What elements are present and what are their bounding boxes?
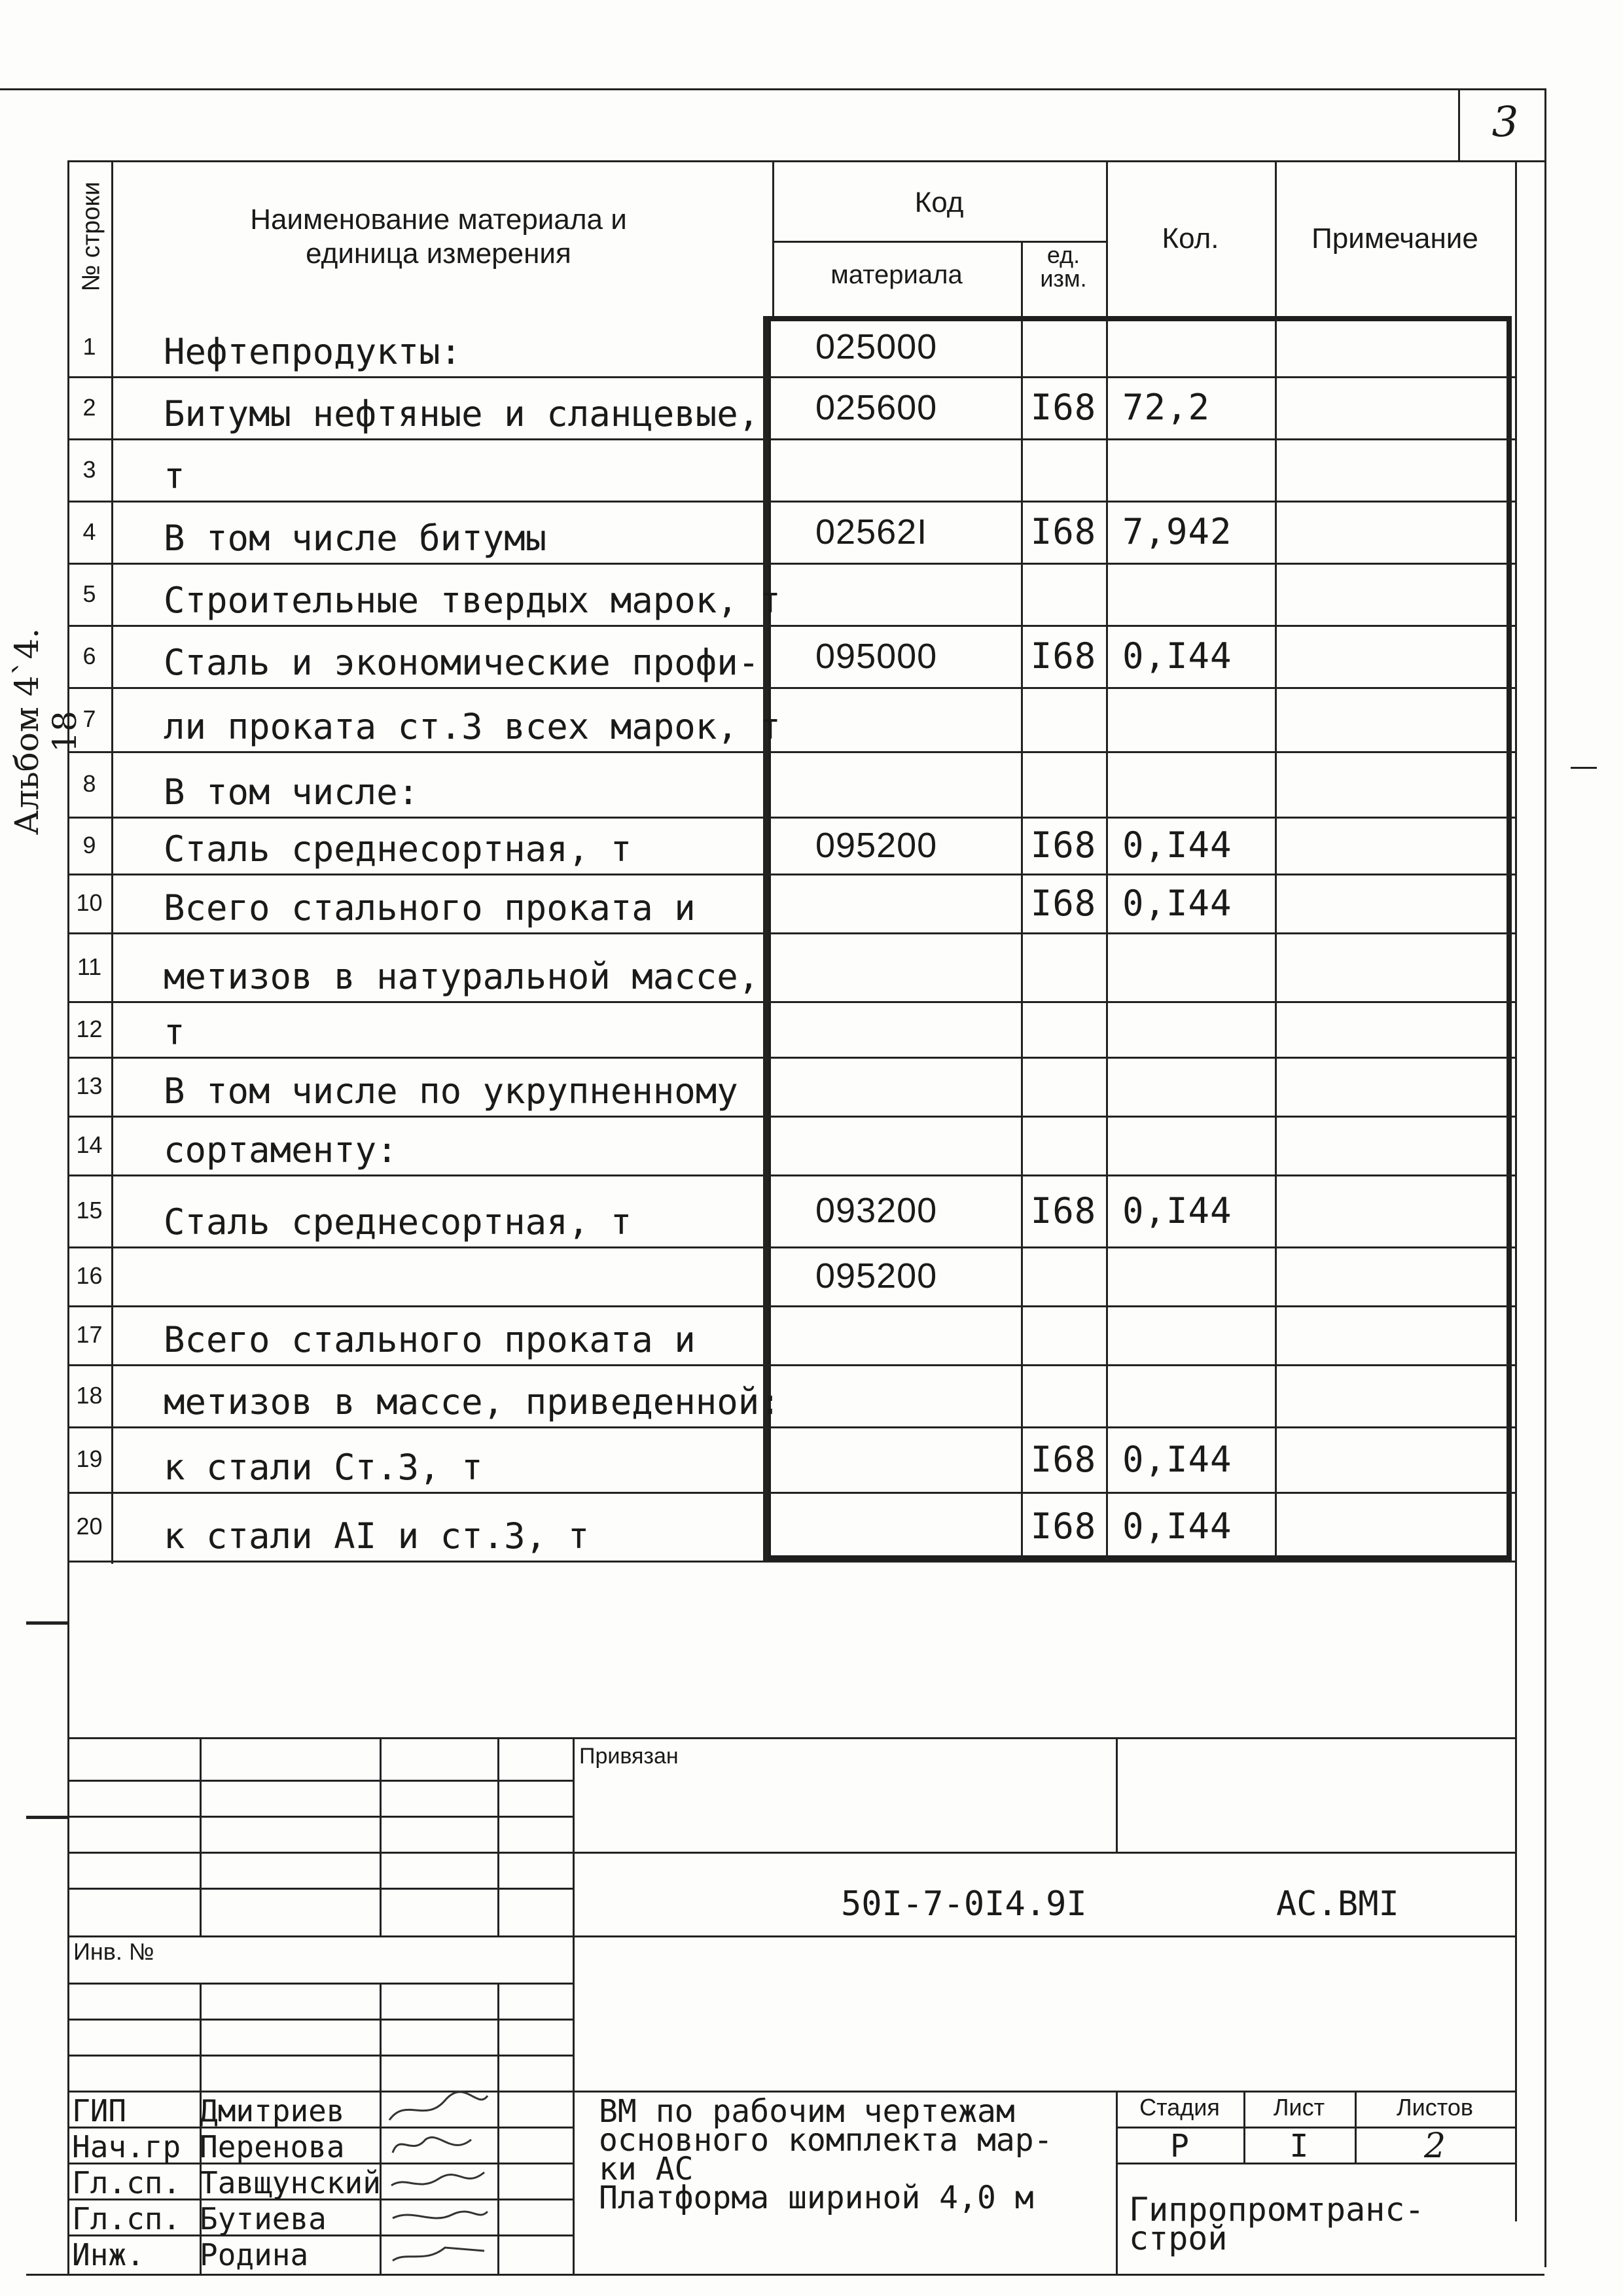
margin-tick [26,1816,67,1819]
sheets-value: 2 [1423,2127,1446,2166]
row-unit-code: I68 [1030,635,1097,677]
row-quantity [1106,1246,1275,1305]
frame-right [1544,88,1546,2267]
header-note: Примечание [1311,222,1478,255]
row-number: 15 [76,1197,103,1224]
row-quantity: 72,2 [1122,387,1211,428]
handwritten-signature [386,2091,491,2127]
row-material-code [763,751,1021,817]
row-divider [67,1561,1515,1563]
row-material-name: Битумы нефтяные и сланцевые, [164,393,760,434]
row-material-code [763,932,1021,1001]
row-quantity: 0,I44 [1122,824,1232,866]
column-divider [1106,317,1108,1561]
bound-label: Привязан [579,1744,679,1769]
header-code-unit: ед. изм. [1040,241,1087,292]
row-material-code: 025000 [815,327,938,366]
signer-name: Бутиева [200,2201,327,2236]
row-quantity [1106,1116,1275,1174]
row-quantity [1106,1305,1275,1364]
row-number: 18 [76,1381,103,1409]
signer-name: Перенова [200,2129,345,2164]
row-unit-code [1021,1305,1106,1364]
row-material-name: метизов в массе, приведенной: [164,1381,781,1422]
row-unit-code: I68 [1030,511,1097,552]
row-material-name: т [164,455,185,497]
row-material-name [111,1246,763,1305]
row-material-code [763,1116,1021,1174]
row-material-code [763,1057,1021,1116]
album-label: Альбом 4`4. 18 [8,627,84,836]
row-material-name: к стали Ст.3, т [164,1447,483,1488]
row-unit-code: I68 [1030,1438,1097,1480]
frame-bottom [26,2274,1544,2276]
row-number: 6 [82,642,96,669]
row-material-code: 095000 [815,636,938,676]
row-unit-code [1021,751,1106,817]
row-material-name: к стали АI и ст.3, т [164,1515,590,1557]
row-unit-code [1021,932,1106,1001]
row-material-name: Всего стального проката и [164,1319,696,1360]
row-quantity [1106,932,1275,1001]
column-divider [1275,317,1277,1561]
inv-label: Инв. № [73,1938,154,1965]
row-material-code [763,874,1021,932]
stage-label: Стадия [1139,2094,1220,2121]
row-number: 4 [82,518,96,545]
doc-code: 50I-7-0I4.9I [841,1884,1087,1924]
organization: Гипропромтранс- строй [1129,2191,1425,2257]
row-material-name: Сталь среднесортная, т [164,828,632,870]
signer-role: Гл.сп. [72,2165,181,2200]
row-unit-code: I68 [1030,387,1097,428]
sheet-number-box-bottom [67,160,1544,162]
header-row-no: № строки [77,181,105,292]
row-material-name: сортаменту: [164,1129,398,1171]
row-material-code [763,1492,1021,1561]
row-number: 3 [82,455,96,483]
row-material-code [763,438,1021,501]
doc-title: ВМ по рабочим чертежам основного комплекта мар- ки АС Платформа шириной 4,0 м [599,2093,1053,2216]
signer-role: Гл.сп. [72,2201,181,2236]
header-name: Наименование материала и единица измерения [250,203,627,270]
row-material-name: метизов в натуральной массе, [164,956,760,997]
signer-role: ГИП [72,2093,127,2128]
row-unit-code [1021,1364,1106,1426]
sheets-label: Листов [1397,2094,1473,2121]
row-unit-code [1021,1057,1106,1116]
handwritten-signature [386,2199,491,2234]
row-number: 19 [76,1445,103,1472]
row-number: 7 [82,705,96,732]
row-unit-code: I68 [1030,1190,1097,1231]
row-number: 16 [76,1262,103,1289]
margin-tick [26,1621,67,1625]
handwritten-signature [386,2234,491,2270]
row-material-code [763,1001,1021,1057]
signer-role: Инж. [72,2237,145,2272]
row-material-name: Сталь и экономические профи- [164,642,760,683]
row-quantity [1106,317,1275,376]
header-code-material: материала [830,260,963,289]
row-material-code [763,687,1021,751]
row-unit-code: I68 [1030,1506,1097,1547]
row-number: 10 [76,889,103,916]
row-material-code: 095200 [815,1256,938,1296]
row-number: 13 [76,1072,103,1099]
header-qty: Кол. [1162,222,1219,255]
row-quantity [1106,1057,1275,1116]
signer-name: Тавщунский [200,2165,381,2200]
row-number: 11 [77,953,102,980]
row-material-code: 095200 [815,825,938,865]
stage-value: Р [1170,2128,1189,2164]
sheet-number: 3 [1491,98,1519,147]
row-quantity: 0,I44 [1122,1190,1232,1231]
row-quantity: 0,I44 [1122,1506,1232,1547]
handwritten-signature [386,2163,491,2199]
row-number: 2 [82,393,96,421]
sheet-value: I [1289,2128,1309,2164]
row-quantity: 7,942 [1122,511,1232,552]
doc-mark: АС.ВМI [1276,1884,1399,1924]
row-quantity [1106,1001,1275,1057]
row-number: 8 [82,770,96,797]
row-material-code: 02562I [815,512,928,552]
row-unit-code [1021,1001,1106,1057]
row-material-name: Нефтепродукты: [164,331,462,372]
row-unit-code [1021,1116,1106,1174]
margin-tick [1571,767,1597,769]
signer-name: Родина [200,2237,309,2272]
row-material-name: Строительные твердых марок, т [164,580,781,621]
row-number: 12 [76,1015,103,1042]
row-quantity: 0,I44 [1122,882,1232,924]
sheet-number-box-left [1458,88,1460,160]
header-code: Код [914,186,964,219]
row-quantity [1106,751,1275,817]
row-material-name: В том числе: [164,771,419,813]
row-unit-code [1021,1246,1106,1305]
row-quantity: 0,I44 [1122,1438,1232,1480]
row-material-code: 093200 [815,1191,938,1230]
row-number: 1 [82,333,96,360]
row-quantity [1106,563,1275,625]
row-material-code [763,1305,1021,1364]
frame-top [0,88,1544,90]
row-unit-code [1021,687,1106,751]
row-material-code [763,1364,1021,1426]
signer-role: Нач.гр [72,2129,181,2164]
row-quantity [1106,1364,1275,1426]
row-unit-code: I68 [1030,824,1097,866]
row-quantity [1106,438,1275,501]
row-material-name: ли проката ст.3 всех марок, т [164,706,781,747]
row-material-name: Сталь среднесортная, т [164,1201,632,1243]
row-quantity: 0,I44 [1122,635,1232,677]
row-number: 9 [82,831,96,858]
row-number: 17 [76,1321,103,1348]
row-material-name: В том числе по укрупненному [164,1070,738,1112]
row-unit-code [1021,317,1106,376]
row-material-code [763,1426,1021,1492]
row-material-code [763,563,1021,625]
row-quantity [1106,687,1275,751]
row-number: 5 [82,580,96,607]
row-number: 14 [76,1131,103,1158]
row-number: 20 [76,1512,103,1540]
row-unit-code: I68 [1030,882,1097,924]
sheet-label: Лист [1273,2094,1325,2121]
row-material-code: 025600 [815,387,938,427]
row-material-name: т [164,1012,185,1053]
row-material-name: В том числе битумы [164,518,547,559]
column-divider [1021,317,1023,1561]
row-unit-code [1021,438,1106,501]
row-material-name: Всего стального проката и [164,887,696,928]
signer-name: Дмитриев [200,2093,345,2128]
handwritten-signature [386,2127,491,2163]
row-unit-code [1021,563,1106,625]
